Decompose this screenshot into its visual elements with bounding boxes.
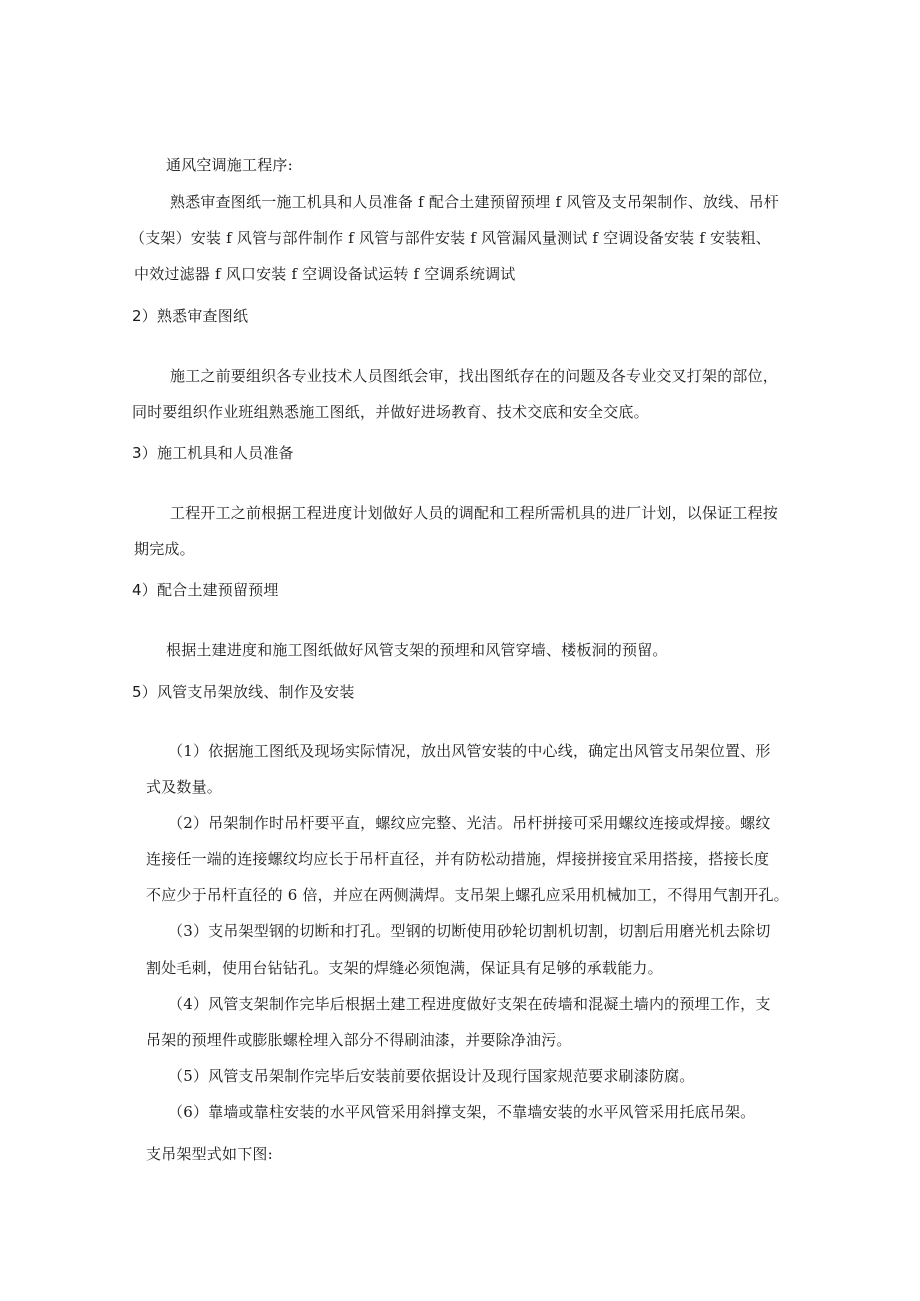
list-item-line: （2）吊架制作时吊杆要平直，螺纹应完整、光洁。吊杆拼接可采用螺纹连接或焊接。螺纹 (168, 814, 771, 832)
list-item-line: 吊架的预埋件或膨胀螺栓埋入部分不得刷油漆，并要除净油污。 (146, 1031, 572, 1049)
list-item-line: 割处毛刺，使用台钻钻孔。支架的焊缝必须饱满，保证具有足够的承载能力。 (146, 959, 663, 977)
section-heading: 2）熟悉审查图纸 (132, 307, 249, 325)
intro-line: 熟悉审查图纸一施工机具和人员准备 f 配合土建预留预埋 f 风管及支吊架制作、放线、吊杆 (170, 193, 779, 211)
closing-text: 支吊架型式如下图: (146, 1145, 273, 1163)
list-item-line: （3）支吊架型钢的切断和打孔。型钢的切断使用砂轮切割机切割，切割后用磨光机去除切 (168, 922, 771, 940)
list-item-line: 不应少于吊杆直径的 6 倍，并应在两侧满焊。支吊架上螺孔应采用机械加工，不得用气割开孔。 (146, 886, 789, 904)
intro-line: （支架）安装 f 风管与部件制作 f 风管与部件安装 f 风管漏风量测试 f 空调设备安装 f 安装粗、 (130, 229, 771, 247)
list-item-line: （5）风管支吊架制作完毕后安装前要依据设计及现行国家规范要求刷漆防腐。 (168, 1067, 695, 1085)
paragraph-line: 施工之前要组织各专业技术人员图纸会审，找出图纸存在的问题及各专业交叉打架的部位， (170, 367, 779, 385)
list-item-line: 式及数量。 (146, 778, 223, 796)
section-heading: 5）风管支吊架放线、制作及安装 (132, 683, 355, 701)
intro-title: 通风空调施工程序: (166, 156, 293, 174)
section-heading: 3）施工机具和人员准备 (132, 444, 294, 462)
section-heading: 4）配合土建预留预埋 (132, 581, 279, 599)
paragraph-line: 期完成。 (134, 540, 195, 558)
paragraph-line: 同时要组织作业班组熟悉施工图纸，并做好进场教育、技术交底和安全交底。 (132, 403, 649, 421)
intro-line: 中效过滤器 f 风口安装 f 空调设备试运转 f 空调系统调试 (134, 265, 516, 283)
list-item-line: （4）风管支架制作完毕后根据土建工程进度做好支架在砖墙和混凝土墙内的预埋工作，支 (168, 995, 771, 1013)
list-item-line: （6）靠墙或靠柱安装的水平风管采用斜撑支架，不靠墙安装的水平风管采用托底吊架。 (168, 1103, 756, 1121)
paragraph-line: 工程开工之前根据工程进度计划做好人员的调配和工程所需机具的进厂计划，以保证工程按 (170, 504, 779, 522)
list-item-line: 连接任一端的连接螺纹均应长于吊杆直径，并有防松动措施，焊接拼接宜采用搭接，搭接长度 (146, 850, 770, 868)
list-item-line: （1）依据施工图纸及现场实际情况，放出风管安装的中心线，确定出风管支吊架位置、形 (168, 742, 771, 760)
paragraph-line: 根据土建进度和施工图纸做好风管支架的预埋和风管穿墙、楼板洞的预留。 (166, 641, 668, 659)
